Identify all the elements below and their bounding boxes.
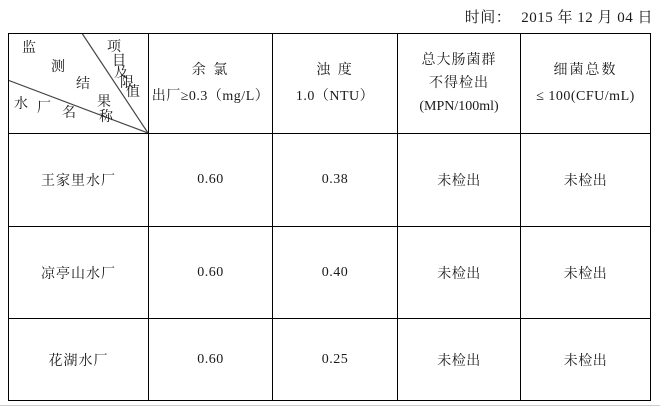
plant-name: 花湖水厂: [9, 319, 149, 401]
header-row: [9, 34, 651, 134]
corner-middle-char: 测: [51, 60, 65, 75]
value-turbidity: 0.25: [273, 319, 398, 401]
corner-bottom-char: 水: [14, 97, 28, 112]
column-limit: 1.0（NTU）: [295, 88, 375, 104]
plant-name: 凉亭山水厂: [9, 227, 149, 319]
corner-top-char: 目: [112, 54, 126, 69]
column-limit: ≤ 100(CFU/mL): [536, 88, 635, 104]
corner-top-char: 限: [120, 76, 134, 91]
water-quality-table: [8, 33, 651, 401]
diagonal-header-cell: [9, 34, 149, 134]
value-residual-chlorine: 0.60: [149, 227, 273, 319]
value-total-coliform: 未检出: [398, 227, 521, 319]
value-total-coliform: 未检出: [398, 319, 521, 401]
value-total-coliform: 未检出: [398, 134, 521, 227]
table-row: [9, 227, 651, 319]
column-title: 总大肠菌群: [421, 53, 497, 68]
column-unit: (MPN/100ml): [419, 99, 499, 114]
corner-top-char: 及: [114, 66, 128, 81]
corner-middle-char: 果: [97, 95, 111, 110]
report-date: [465, 6, 653, 27]
date-label: 时间：: [464, 10, 512, 26]
corner-bottom-char: 名: [62, 106, 76, 121]
corner-middle-char: 结: [76, 77, 90, 92]
corner-top-char: 项: [107, 40, 121, 55]
table-row: [9, 319, 651, 401]
table-row: [9, 134, 651, 227]
column-header-residual-chlorine: [149, 34, 273, 134]
corner-bottom-char: 厂: [37, 101, 51, 116]
corner-bottom-char: 称: [99, 110, 113, 125]
corner-top-char: 值: [126, 85, 140, 100]
column-title: 细菌总数: [553, 62, 618, 78]
value-turbidity: 0.38: [273, 134, 398, 227]
column-header-total-coliform: [398, 34, 521, 134]
column-title: 余 氯: [191, 62, 230, 78]
value-total-bacteria: 未检出: [521, 134, 651, 227]
page-divider: [0, 405, 660, 406]
column-header-turbidity: [273, 34, 398, 134]
date-value: 2015 年 12 月 04 日: [521, 10, 653, 26]
value-turbidity: 0.40: [273, 227, 398, 319]
value-total-bacteria: 未检出: [521, 227, 651, 319]
column-limit: 不得检出: [429, 76, 489, 91]
value-total-bacteria: 未检出: [521, 319, 651, 401]
column-limit: 出厂≥0.3（mg/L）: [151, 88, 270, 104]
column-header-total-bacteria: [521, 34, 651, 134]
corner-middle-char: 监: [22, 41, 36, 56]
value-residual-chlorine: 0.60: [149, 134, 273, 227]
plant-name: 王家里水厂: [9, 134, 149, 227]
column-title: 浊 度: [316, 62, 354, 78]
value-residual-chlorine: 0.60: [149, 319, 273, 401]
